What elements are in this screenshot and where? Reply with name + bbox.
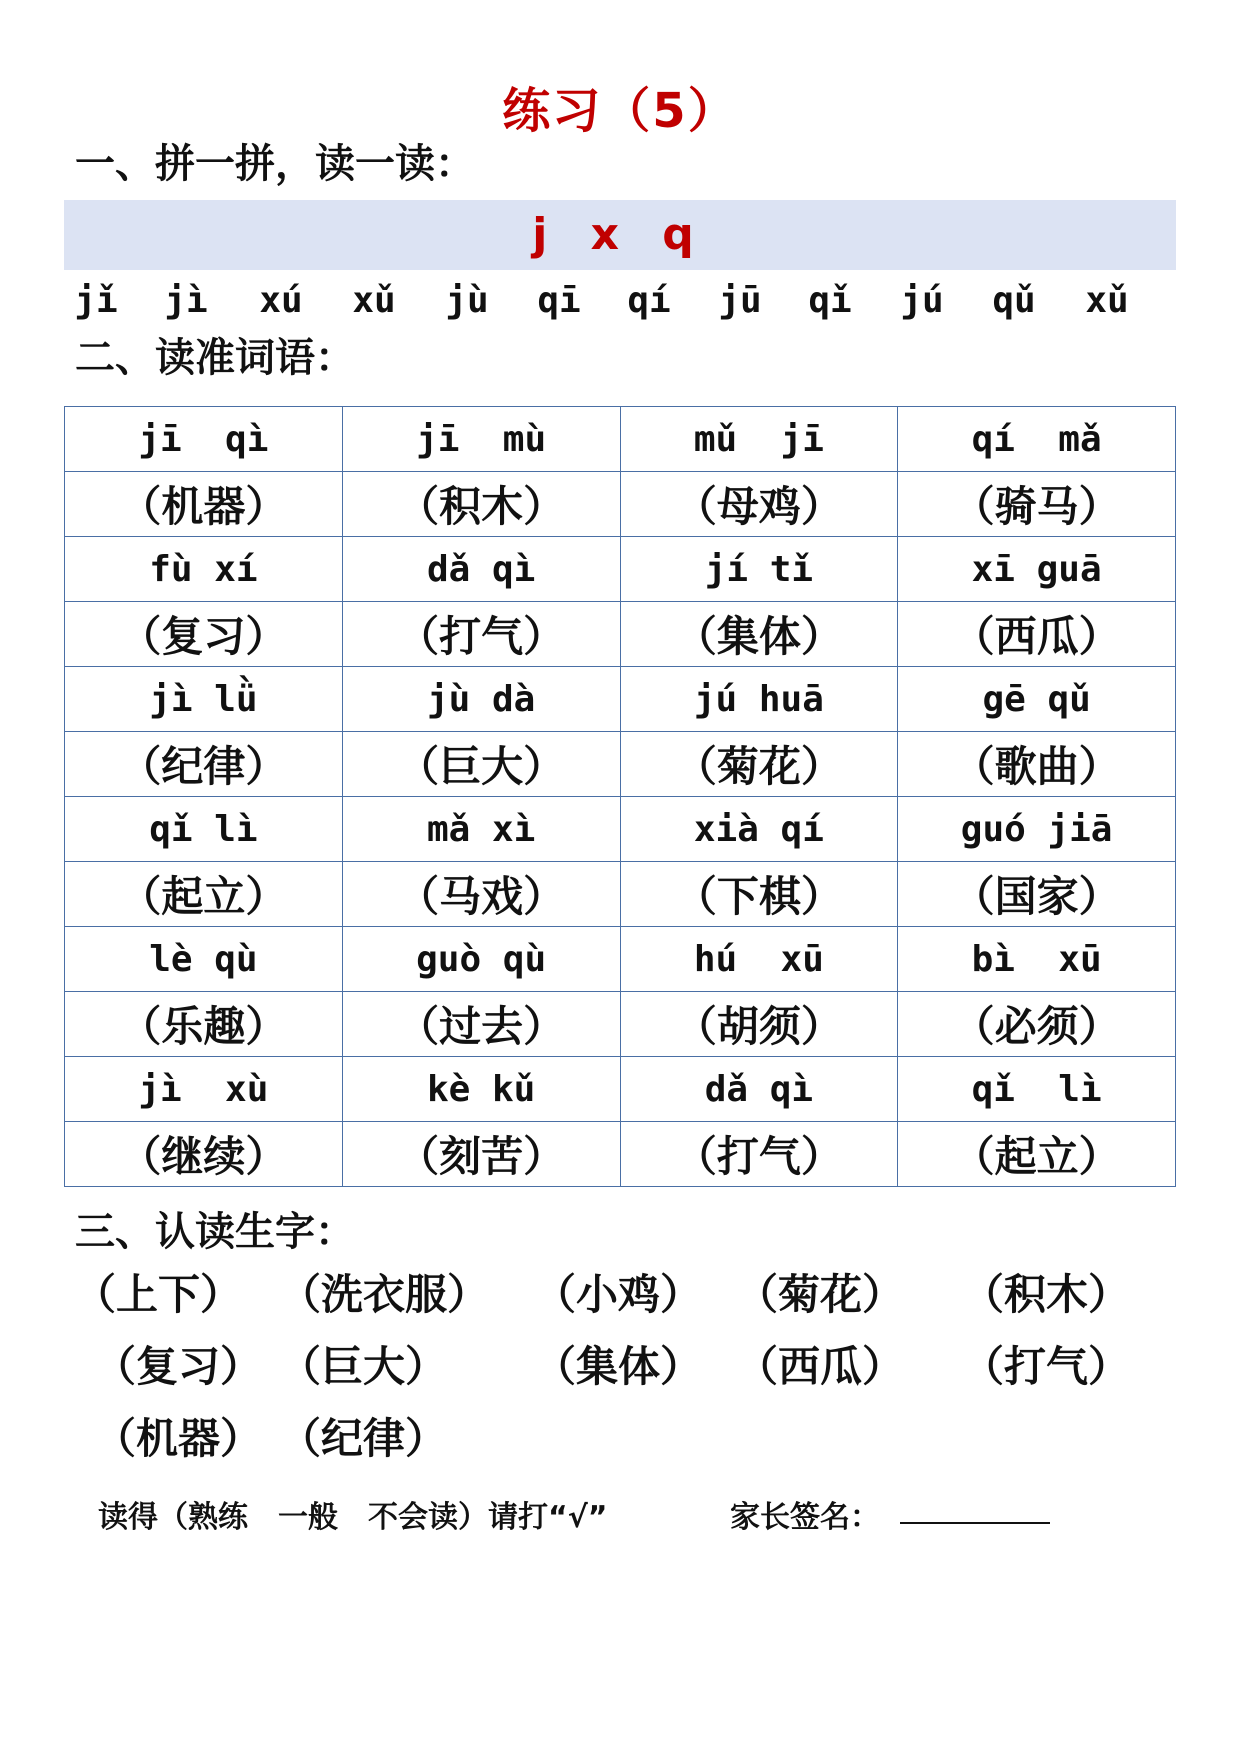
- syllable: qǐ: [808, 280, 852, 321]
- syllable: xǔ: [352, 280, 396, 321]
- word-pinyin: lè qù: [65, 927, 343, 992]
- parent-sign-label: 家长签名：: [730, 1500, 880, 1535]
- chars-line-1: [64, 1262, 1176, 1322]
- word-hanzi: （积木）: [342, 472, 620, 537]
- word-pinyin: qǐ lì: [65, 797, 343, 862]
- word-pinyin: xià qí: [620, 797, 898, 862]
- char-word: （机器）: [94, 1414, 263, 1463]
- chars-line-3: [64, 1406, 1176, 1466]
- syllable: jū: [718, 280, 762, 321]
- read-check-text: 读得（熟练 一般 不会读）请打“√”: [98, 1500, 608, 1535]
- word-hanzi: （打气）: [342, 602, 620, 667]
- section3-heading: 三、认读生字：: [75, 1209, 355, 1255]
- word-hanzi: （纪律）: [65, 732, 343, 797]
- word-pinyin: jú huā: [620, 667, 898, 732]
- syllable: jì: [164, 280, 208, 321]
- word-pinyin: guó jiā: [898, 797, 1176, 862]
- word-hanzi: （骑马）: [898, 472, 1176, 537]
- char-word: （菊花）: [736, 1270, 905, 1319]
- word-hanzi: （乐趣）: [65, 992, 343, 1057]
- char-word: （集体）: [534, 1342, 703, 1391]
- syllable: xú: [259, 280, 303, 321]
- word-pinyin: kè kǔ: [342, 1057, 620, 1122]
- word-pinyin: qí mǎ: [898, 407, 1176, 472]
- word-pinyin: bì xū: [898, 927, 1176, 992]
- word-pinyin: jù dà: [342, 667, 620, 732]
- signature-line[interactable]: [900, 1490, 1050, 1524]
- section2-heading: 二、读准词语：: [75, 335, 355, 381]
- word-hanzi: （西瓜）: [898, 602, 1176, 667]
- word-pinyin: jī qì: [65, 407, 343, 472]
- word-pinyin: mǔ jī: [620, 407, 898, 472]
- word-hanzi: （胡须）: [620, 992, 898, 1057]
- char-word: （上下）: [74, 1270, 243, 1319]
- syllable: jú: [900, 280, 944, 321]
- words-table: [64, 406, 1176, 1187]
- word-hanzi: （继续）: [65, 1122, 343, 1187]
- word-hanzi: （下棋）: [620, 862, 898, 927]
- char-word: （洗衣服）: [279, 1270, 490, 1319]
- char-word: （复习）: [94, 1342, 263, 1391]
- word-pinyin: hú xū: [620, 927, 898, 992]
- word-pinyin: mǎ xì: [342, 797, 620, 862]
- syllable: xǔ: [1085, 280, 1129, 321]
- word-pinyin: dǎ qì: [342, 537, 620, 602]
- chars-line-2: [64, 1334, 1176, 1394]
- page-title: 练习（5）: [502, 83, 738, 139]
- word-hanzi: （菊花）: [620, 732, 898, 797]
- char-word: （打气）: [962, 1342, 1131, 1391]
- char-word: （巨大）: [279, 1342, 448, 1391]
- char-word: （积木）: [962, 1270, 1131, 1319]
- syllable: qí: [627, 280, 671, 321]
- word-pinyin: xī guā: [898, 537, 1176, 602]
- word-hanzi: （起立）: [65, 862, 343, 927]
- word-pinyin: jī mù: [342, 407, 620, 472]
- syllable: jù: [445, 280, 489, 321]
- word-hanzi: （巨大）: [342, 732, 620, 797]
- word-hanzi: （机器）: [65, 472, 343, 537]
- word-hanzi: （歌曲）: [898, 732, 1176, 797]
- word-hanzi: （起立）: [898, 1122, 1176, 1187]
- word-pinyin: jì xù: [65, 1057, 343, 1122]
- word-pinyin: dǎ qì: [620, 1057, 898, 1122]
- word-hanzi: （必须）: [898, 992, 1176, 1057]
- letters-band: j x q: [64, 200, 1176, 270]
- word-hanzi: （打气）: [620, 1122, 898, 1187]
- char-word: （小鸡）: [534, 1270, 703, 1319]
- word-pinyin: gē qǔ: [898, 667, 1176, 732]
- word-hanzi: （复习）: [65, 602, 343, 667]
- section1-heading: 一、拼一拼，读一读：: [75, 141, 475, 187]
- char-word: （纪律）: [279, 1414, 448, 1463]
- word-pinyin: jì lǜ: [65, 667, 343, 732]
- char-word: （西瓜）: [736, 1342, 905, 1391]
- syllable: qī: [537, 280, 581, 321]
- word-pinyin: qǐ lì: [898, 1057, 1176, 1122]
- word-hanzi: （过去）: [342, 992, 620, 1057]
- syllable: jǐ: [74, 280, 118, 321]
- word-pinyin: guò qù: [342, 927, 620, 992]
- word-hanzi: （集体）: [620, 602, 898, 667]
- word-hanzi: （母鸡）: [620, 472, 898, 537]
- word-hanzi: （马戏）: [342, 862, 620, 927]
- word-hanzi: （国家）: [898, 862, 1176, 927]
- word-pinyin: fù xí: [65, 537, 343, 602]
- word-pinyin: jí tǐ: [620, 537, 898, 602]
- word-hanzi: （刻苦）: [342, 1122, 620, 1187]
- syllable: qǔ: [992, 280, 1036, 321]
